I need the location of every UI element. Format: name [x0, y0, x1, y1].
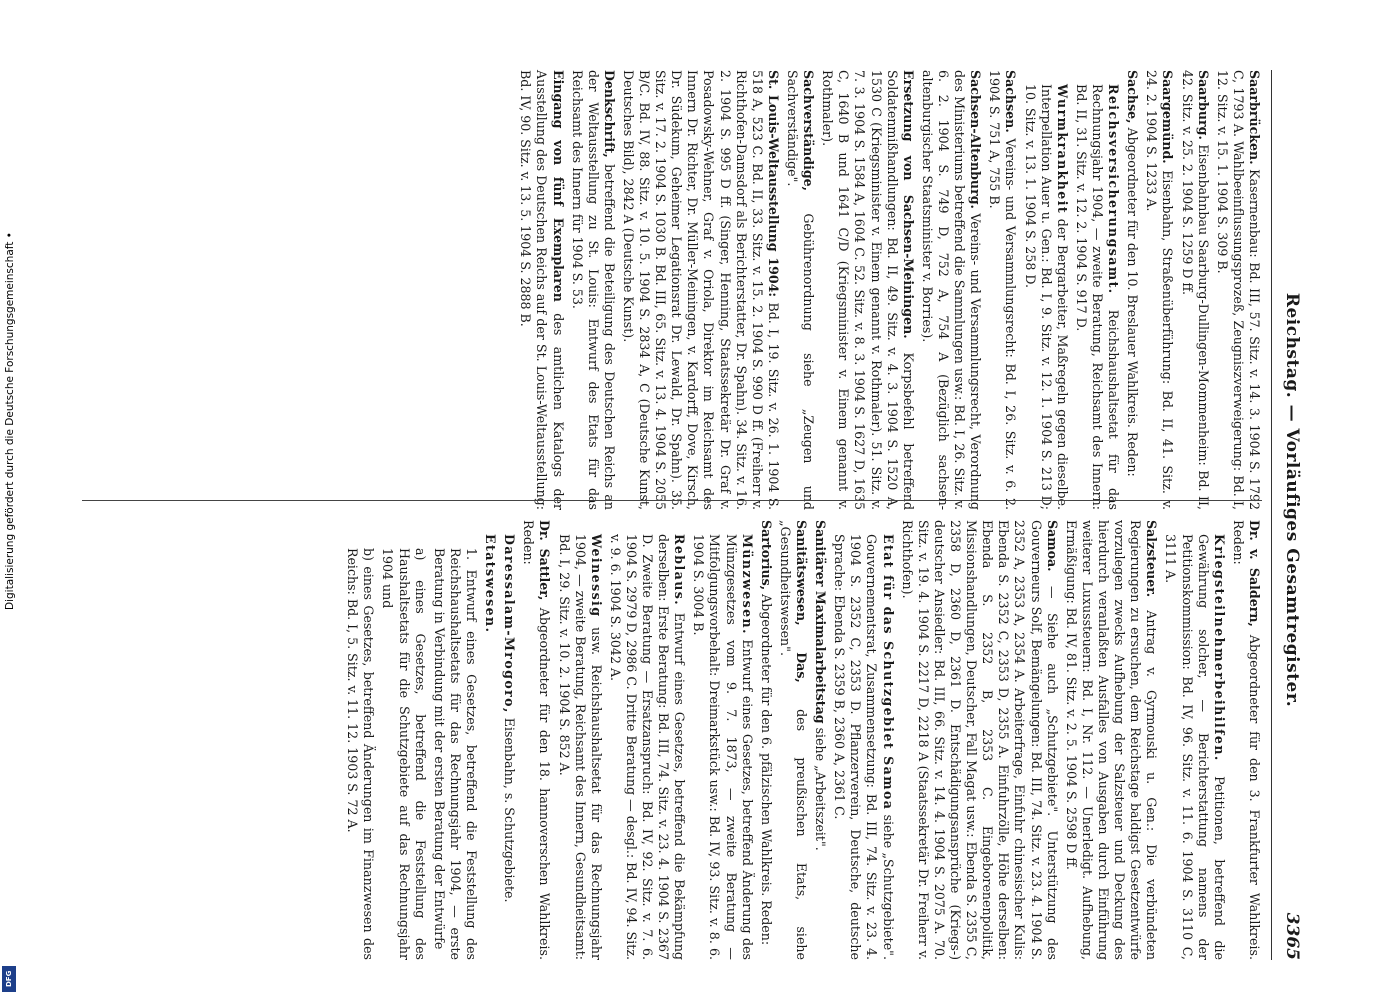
- entry-heading: Weinessig: [588, 534, 604, 618]
- index-entry: [986, 70, 1018, 510]
- entry-text: der Bergarbeiter, Maßregeln gegen dieselbe. Interpellation Auer u. Gen.: Bd. I, 9. Sitz. v. 12. 1. 1904 S. 213 D; 10. Sitz. v. 13. 1. 1904 S. 258 D.: [1022, 84, 1070, 510]
- entry-heading: Daressalam-Mrogoro,: [502, 534, 518, 714]
- index-entry: [819, 70, 916, 510]
- index-entry: [555, 534, 603, 960]
- right-column: [82, 520, 1262, 960]
- entry-heading: Dr. v. Saldern,: [1247, 520, 1262, 627]
- digitization-note: Digitalisierung gefördert durch die Deutsche Forschungsgemeinschaft •: [4, 232, 16, 610]
- index-entry: [482, 534, 498, 960]
- rotated-print-area: [70, 0, 1310, 1000]
- entry-text: eines Gesetzes, betreffend die Feststellung des Haushaltsetats für die Schutzgebiete auf das Rechnungsjahr 1904 und: [380, 548, 428, 960]
- entry-text: siehe „Schutzgebiete". Gouvernementsrat, Zusammensetzung: Bd. III, 74. Sitz. v. 23. 4. 1904 S. 2352 C, 2353 D. Pflanzerverein, Deutsche, deutsche Sprache: Ebenda S. 2359 B, 2360 A, 2361 C.: [832, 534, 896, 960]
- entry-heading: Saargemünd.: [1160, 70, 1176, 164]
- entry-text: Eisenbahn, Straßenüberführung: Bd. II, 41. Sitz. v. 24. 2. 1904 S. 1233 A.: [1144, 70, 1176, 510]
- entry-heading: Wurmkrankheit: [1054, 84, 1070, 215]
- running-header: [1274, 0, 1310, 1000]
- index-entry: [690, 534, 754, 960]
- entry-text: Antrag v. Gyrmouski u. Gen.: Die verbündeten Regierungen zu ersuchen, dem Reichstage baldigst Gesetzentwürfe vorzulegen zwecks Aufhebung der Salzsteuer und Deckung des hierdurch veranlaßten Ausfalles von Ausgaben durch Einführung weiterer Luxussteuern: Bd. I, Nr. 112. — Unerledigt. Aufhebung, Ermäßigung: Bd. IV, 81. Sitz. v. 2. 5. 1904 S. 2598 D ff.: [1063, 520, 1160, 960]
- index-entry: [607, 534, 688, 960]
- entry-heading: Sachverständige,: [801, 70, 817, 192]
- entry-heading: 1.: [463, 548, 479, 561]
- entry-heading: Sanitärer Maximalarbeitstag: [813, 520, 829, 724]
- entry-heading: Münzwesen.: [739, 534, 755, 635]
- entry-heading: Sanitätswesen, Das,: [794, 520, 810, 683]
- entry-text: betreffend die Beteiligung des Deutschen Reichs an der Weltausstellung zu St. Louis: Entwurf des Etats für das Reichsamt des Innern für 1904 S. 53.: [569, 70, 617, 510]
- entry-heading: Saarbrücken.: [1247, 70, 1262, 165]
- entry-heading: Sachse,: [1125, 70, 1141, 124]
- index-entry: [501, 534, 517, 960]
- entry-heading: Reichsversicherungsamt.: [1106, 84, 1122, 295]
- index-entry: [1143, 70, 1175, 510]
- index-entry: [1162, 534, 1226, 960]
- column-divider: [82, 500, 1262, 501]
- entry-heading: Ersetzung von Sachsen-Meiningen.: [900, 70, 916, 339]
- entry-text: des preußischen Etats, siehe „Gesundheitswesen".: [777, 520, 810, 960]
- entry-text: eines Gesetzes, betreffend Änderungen im Finanzwesen des Reichs: Bd. I, 5. Sitz. v. 11. 12. 1903 S. 72 A.: [345, 548, 377, 960]
- entry-text: Eisenbahn, s. Schutzgebiete.: [502, 713, 518, 903]
- entry-heading: Salzsteuer.: [1144, 520, 1160, 598]
- entry-heading: Kriegsteilnehmerbeihilfen.: [1211, 534, 1227, 762]
- entry-text: Petitionen, betreffend die Gewährung solcher, — Berichterstattung namens der Petitionskommission: Bd. IV, 96. Sitz. v. 11. 6. 1904 S. 3110 C, 3111 A.: [1163, 534, 1227, 960]
- entry-text: Vereins- und Versammlungsrecht: Bd. I, 26. Sitz. v. 6. 2. 1904 S. 751 A, 755 B.: [987, 70, 1019, 510]
- index-entry: [784, 70, 816, 510]
- entry-heading: St. Louis-Weltausstellung 1904:: [765, 70, 781, 298]
- entry-heading: Sachsen-Altenburg.: [968, 70, 984, 209]
- index-entry: [620, 70, 781, 510]
- entry-heading: Saarburg.: [1195, 70, 1211, 140]
- entry-heading: Samoa.: [1044, 520, 1060, 572]
- entry-heading: Denkschrift,: [601, 70, 617, 158]
- index-entry: [1021, 84, 1069, 510]
- entry-heading: Eingang von fünf Exemplaren: [550, 70, 566, 302]
- entry-text: Entwurf eines Gesetzes, betreffend die Bekämpfung derselben: Erste Beratung: Bd. III, 74. Sitz. v. 23. 4. 1904 S. 2367 D. Zweite Beratung — Ersatzanspruch: Bd. IV, 92. Sitz. v. 7. 6. 1904 S. 2979 D, 2986 C. Dritte Beratung — desgl.: Bd. IV, 94. Sitz. v. 9. 6. 1904 S. 3042 A.: [607, 534, 688, 960]
- index-entry: [1230, 520, 1262, 960]
- index-entry: [919, 70, 983, 510]
- entry-text: Entwurf eines Gesetzes, betreffend Änderung des Münzgesetzes vom 9. 7. 1873, — zweite Beratung — Mitfolgungsvorbehalt: Dreimarkstück usw.: Bd. IV, 93. Sitz. v. 8. 6. 1904 S. 3004 B.: [691, 534, 755, 960]
- index-entry: [899, 520, 1060, 960]
- entry-text: Abgeordneter für den 18. hannoverschen Wahlkreis. Reden:: [521, 520, 553, 960]
- index-entry: [1073, 84, 1121, 510]
- index-entry: [431, 548, 479, 960]
- entry-text: des amtlichen Katalogs der Ausstellung des Deutschen Reichs auf der St. Louis-Weltausstellung: Bd. IV, 90. Sitz. v. 13. 5. 1904 S. 2888 B.: [518, 70, 566, 510]
- page-number: 3365: [1282, 912, 1302, 960]
- entry-text: Reichshaushaltsetat für das Rechnungsjahr 1904, — zweite Beratung, Reichsamt des Innern: Bd. II, 31. Sitz. v. 12. 2. 1904 S. 917 D.: [1073, 84, 1122, 510]
- header-title: Reichstag. — Vorläufiges Gesamtregister.: [1282, 292, 1302, 708]
- entry-text: — Siehe auch „Schutzgebiete". Unterstützung des Gouverneurs Solf, Bemängelungen: Bd. III, 74. Sitz. v. 23. 4. 1904 S. 2352 A, 2353 A, 2354 A. Arbeiterfrage, Einfuhr chinesischer Kulis: Ebenda S. 2352 C, 2353 D, 2355 A. Einfuhrzölle, Höhe derselben: Ebenda S. 2352 B, 2353 C. Eingeborenenpolitik, Missionshandlungen, Deutscher, Fall Magat usw.: Ebenda S. 2355 C, 2358 D, 2360 D, 2361 D. Entschädigungsansprüche (Kriegs-) deutscher Ansiedler: Bd. III, 66. Sitz. v. 14. 4. 1904 S. 2075 A. 70. Sitz. v. 19. 4. 1904 S. 2217 D, 2218 A (Staatssekretär Dr. Freiherr v. Richthofen).: [899, 520, 1060, 960]
- index-entry: [831, 534, 895, 960]
- index-entry: [517, 70, 565, 510]
- entry-text: Abgeordneter für den 3. Frankfurter Wahlkreis. Reden:: [1230, 520, 1262, 960]
- entry-heading: Sartorius,: [758, 520, 774, 591]
- entry-text: Gebührenordnung siehe „Zeugen und Sachverständige".: [785, 70, 817, 510]
- index-entry: [379, 548, 427, 960]
- entry-text: siehe „Arbeitszeit".: [813, 723, 829, 851]
- index-entry: [569, 70, 617, 510]
- entry-text: Bd. I, 19. Sitz. v. 26. 1. 1904 S. 518 A, 523 C. Bd. II, 33. Sitz. v. 15. 2. 1904 S. 990 D ff. (Freiherr v. Richthofen-Damsdorf als Berichterstatter, Dr. Spahn). 34. Sitz. v. 16. 2. 1904 S. 995 D ff. (Singer, Henning, Staatssekretär Dr. Graf v. Posadowsky-Wehner, Graf v. Oriola, Direktor im Reichsamt des Innern Dr. Richter, Dr. Müller-Meiningen, v. Kardorff, Dove, Kirsch, Dr. Südekum, Geheimer Legationsrat Dr. Lewald, Dr. Spahn). 35. Sitz. v. 17. 2. 1904 S. 1030 B. Bd. III, 65. Sitz. v. 13. 4. 1904 S. 2055 B/C. Bd. IV, 88. Sitz. v. 10. 5. 1904 S. 2834 A, C (Deutsche Kunst, Deutsches Bild), 2842 A (Deutsche Kunst).: [620, 70, 781, 510]
- entry-text: Abgeordneter für den 10. Breslauer Wahlkreis. Reden:: [1125, 123, 1141, 477]
- entry-heading: Etat für das Schutzgebiet Samoa: [880, 534, 896, 811]
- entry-heading: Etatswesen.: [483, 534, 499, 634]
- entry-text: usw. Reichshaushaltsetat für das Rechnungsjahr 1904, — zweite Beratung, Reichsamt des Innern, Gesundheitsamt: Bd. I, 29. Sitz. v. 10. 2. 1904 S. 852 A.: [556, 534, 604, 960]
- index-entry: [1124, 70, 1140, 510]
- index-entry: [1214, 70, 1262, 510]
- index-entry: [1178, 70, 1210, 510]
- index-entry: [812, 520, 828, 960]
- left-column: [82, 70, 1262, 510]
- entry-text: Vereins- und Versammlungsrecht, Verordnung des Ministeriums betreffend die Sammlungen usw.: Bd. I, 26. Sitz. v. 6. 2. 1904 S. 749 D, 752 A, 754 A (Bezüglich sachsen-altenburgischer Staatsminister v. Borries).: [919, 70, 984, 510]
- entry-heading: a): [412, 548, 428, 561]
- index-entry: [758, 520, 774, 960]
- entry-text: Abgeordneter für den 6. pfälzischen Wahlkreis. Reden:: [758, 590, 774, 946]
- entry-heading: b): [361, 548, 377, 561]
- entry-text: Kasernenbau: Bd. III, 57. Sitz. v. 14. 3. 1904 S. 1792 C, 1793 A. Wahlbeeinflussungsprozeß, Zeugniszverweigerung: Bd. I, 12. Sitz. v. 15. 1. 1904 S. 309 B.: [1214, 70, 1262, 510]
- header-rule: [1271, 70, 1272, 960]
- entry-text: Entwurf eines Gesetzes, betreffend die Feststellung des Reichshaushaltsetats für das Rechnungsjahr 1904, — erste Beratung in Verbindung mit der ersten Beratung der Entwürfe: [431, 548, 479, 960]
- entry-heading: Reblaus.: [672, 534, 688, 607]
- entry-text: Korpsbefehl betreffend Soldatenmißhandlungen: Bd. II, 49. Sitz. v. 4. 3. 1904 S. 1520 A, 1530 C (Kriegsminister v. Einem genannt v. Rothmaler). 51. Sitz. v. 7. 3. 1904 S. 1584 A, 1604 C. 52. Sitz. v. 8. 3. 1904 S. 1627 D, 1635 C, 1640 B und 1641 C/D (Kriegsminister v. Einem genannt v. Rothmaler).: [820, 70, 916, 511]
- entry-heading: Sachsen.: [1003, 70, 1019, 133]
- index-entry: [344, 548, 376, 960]
- dfg-logo: DFG: [2, 966, 16, 992]
- index-entry: [1063, 520, 1160, 960]
- entry-heading: Dr. Sattler,: [537, 520, 553, 601]
- index-entry: [520, 520, 552, 960]
- entry-text: Eisenbahnbau Saarburg-Dullingen-Mommenheim: Bd. II, 42. Sitz. v. 25. 2. 1904 S. 1259 D ff.: [1179, 70, 1211, 510]
- index-entry: [777, 520, 809, 960]
